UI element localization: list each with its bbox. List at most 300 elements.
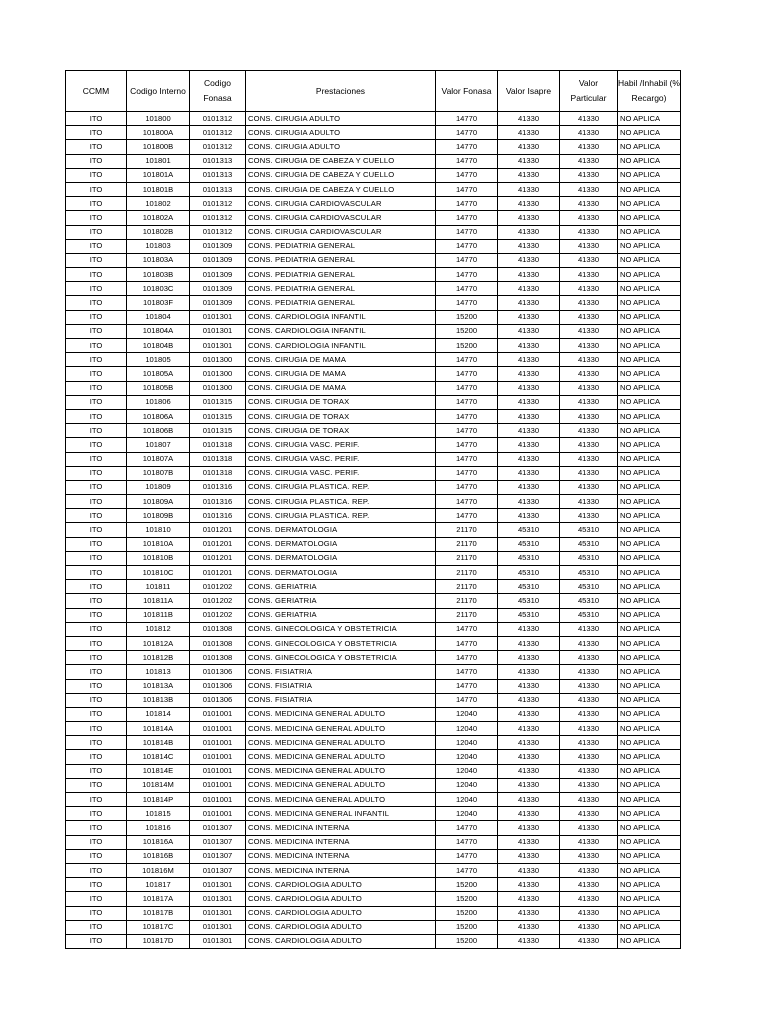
valor-particular-cell: 41330 xyxy=(560,878,618,892)
codigo-interno-cell: 101814A xyxy=(127,722,190,736)
codigo-fonasa-cell: 0101307 xyxy=(190,835,246,849)
codigo-interno-cell: 101817C xyxy=(127,920,190,934)
codigo-interno-cell: 101816A xyxy=(127,835,190,849)
valor-isapre-cell: 41330 xyxy=(498,750,560,764)
habil-inhabil-cell: NO APLICA xyxy=(618,296,681,310)
codigo-fonasa-cell: 0101201 xyxy=(190,551,246,565)
valor-particular-cell: 41330 xyxy=(560,679,618,693)
habil-inhabil-cell: NO APLICA xyxy=(618,112,681,126)
table-row xyxy=(66,495,681,509)
habil-inhabil-cell: NO APLICA xyxy=(618,253,681,267)
valor-fonasa-cell: 15200 xyxy=(436,878,498,892)
valor-particular-cell: 41330 xyxy=(560,324,618,338)
codigo-fonasa-cell: 0101316 xyxy=(190,480,246,494)
table-row xyxy=(66,679,681,693)
codigo-fonasa-cell: 0101312 xyxy=(190,225,246,239)
valor-isapre-cell: 41330 xyxy=(498,863,560,877)
prestacion-cell: CONS. CIRUGIA DE TORAX xyxy=(246,395,436,409)
habil-inhabil-cell: NO APLICA xyxy=(618,750,681,764)
valor-isapre-cell: 45310 xyxy=(498,566,560,580)
habil-inhabil-cell: NO APLICA xyxy=(618,339,681,353)
habil-inhabil-cell: NO APLICA xyxy=(618,452,681,466)
codigo-fonasa-cell: 0101001 xyxy=(190,807,246,821)
prestacion-cell: CONS. MEDICINA GENERAL ADULTO xyxy=(246,750,436,764)
ccmm-cell: ITO xyxy=(66,367,127,381)
codigo-fonasa-cell: 0101202 xyxy=(190,580,246,594)
codigo-fonasa-cell: 0101301 xyxy=(190,310,246,324)
valor-isapre-cell: 41330 xyxy=(498,636,560,650)
table-row xyxy=(66,409,681,423)
table-row xyxy=(66,878,681,892)
table-row xyxy=(66,268,681,282)
valor-isapre-cell: 41330 xyxy=(498,495,560,509)
valor-isapre-cell: 41330 xyxy=(498,424,560,438)
valor-isapre-cell: 41330 xyxy=(498,253,560,267)
habil-inhabil-cell: NO APLICA xyxy=(618,878,681,892)
table-row xyxy=(66,665,681,679)
valor-particular-cell: 41330 xyxy=(560,268,618,282)
valor-isapre-cell: 41330 xyxy=(498,707,560,721)
valor-particular-cell: 41330 xyxy=(560,835,618,849)
valor-particular-cell: 41330 xyxy=(560,367,618,381)
codigo-interno-cell: 101805B xyxy=(127,381,190,395)
header-codigo-fonasa: Codigo Fonasa xyxy=(190,71,246,112)
habil-inhabil-cell: NO APLICA xyxy=(618,353,681,367)
valor-fonasa-cell: 12040 xyxy=(436,707,498,721)
valor-isapre-cell: 41330 xyxy=(498,821,560,835)
prestacion-cell: CONS. FISIATRIA xyxy=(246,665,436,679)
codigo-interno-cell: 101813 xyxy=(127,665,190,679)
valor-particular-cell: 45310 xyxy=(560,608,618,622)
valor-fonasa-cell: 12040 xyxy=(436,736,498,750)
valor-fonasa-cell: 14770 xyxy=(436,296,498,310)
valor-particular-cell: 41330 xyxy=(560,409,618,423)
valor-fonasa-cell: 14770 xyxy=(436,495,498,509)
codigo-interno-cell: 101817 xyxy=(127,878,190,892)
habil-inhabil-cell: NO APLICA xyxy=(618,324,681,338)
valor-isapre-cell: 41330 xyxy=(498,268,560,282)
valor-fonasa-cell: 14770 xyxy=(436,622,498,636)
ccmm-cell: ITO xyxy=(66,409,127,423)
prestacion-cell: CONS. CIRUGIA VASC. PERIF. xyxy=(246,438,436,452)
valor-fonasa-cell: 14770 xyxy=(436,636,498,650)
prestacion-cell: CONS. MEDICINA GENERAL ADULTO xyxy=(246,764,436,778)
valor-isapre-cell: 41330 xyxy=(498,154,560,168)
valor-particular-cell: 41330 xyxy=(560,636,618,650)
valor-isapre-cell: 41330 xyxy=(498,282,560,296)
valor-particular-cell: 41330 xyxy=(560,750,618,764)
ccmm-cell: ITO xyxy=(66,466,127,480)
ccmm-cell: ITO xyxy=(66,566,127,580)
codigo-interno-cell: 101803A xyxy=(127,253,190,267)
valor-fonasa-cell: 14770 xyxy=(436,353,498,367)
table-row xyxy=(66,622,681,636)
codigo-interno-cell: 101814B xyxy=(127,736,190,750)
table-row xyxy=(66,608,681,622)
codigo-interno-cell: 101814 xyxy=(127,707,190,721)
table-row xyxy=(66,736,681,750)
habil-inhabil-cell: NO APLICA xyxy=(618,211,681,225)
codigo-interno-cell: 101815 xyxy=(127,807,190,821)
valor-particular-cell: 41330 xyxy=(560,339,618,353)
codigo-fonasa-cell: 0101301 xyxy=(190,324,246,338)
codigo-interno-cell: 101807A xyxy=(127,452,190,466)
habil-inhabil-cell: NO APLICA xyxy=(618,424,681,438)
table-row xyxy=(66,197,681,211)
table-row xyxy=(66,168,681,182)
table-row xyxy=(66,934,681,948)
prestacion-cell: CONS. CIRUGIA CARDIOVASCULAR xyxy=(246,211,436,225)
ccmm-cell: ITO xyxy=(66,424,127,438)
valor-particular-cell: 41330 xyxy=(560,182,618,196)
codigo-interno-cell: 101809B xyxy=(127,509,190,523)
codigo-interno-cell: 101801A xyxy=(127,168,190,182)
prestacion-cell: CONS. GERIATRIA xyxy=(246,608,436,622)
table-row xyxy=(66,154,681,168)
valor-particular-cell: 41330 xyxy=(560,466,618,480)
habil-inhabil-cell: NO APLICA xyxy=(618,537,681,551)
codigo-fonasa-cell: 0101001 xyxy=(190,793,246,807)
valor-fonasa-cell: 12040 xyxy=(436,778,498,792)
codigo-interno-cell: 101817B xyxy=(127,906,190,920)
valor-particular-cell: 45310 xyxy=(560,523,618,537)
codigo-interno-cell: 101802 xyxy=(127,197,190,211)
valor-fonasa-cell: 12040 xyxy=(436,807,498,821)
valor-fonasa-cell: 14770 xyxy=(436,268,498,282)
prestacion-cell: CONS. PEDIATRIA GENERAL xyxy=(246,239,436,253)
table-row xyxy=(66,239,681,253)
valor-isapre-cell: 45310 xyxy=(498,608,560,622)
prestacion-cell: CONS. DERMATOLOGIA xyxy=(246,566,436,580)
codigo-fonasa-cell: 0101315 xyxy=(190,395,246,409)
table-row xyxy=(66,466,681,480)
habil-inhabil-cell: NO APLICA xyxy=(618,693,681,707)
table-row xyxy=(66,282,681,296)
codigo-fonasa-cell: 0101300 xyxy=(190,367,246,381)
prestacion-cell: CONS. MEDICINA INTERNA xyxy=(246,863,436,877)
table-row xyxy=(66,112,681,126)
ccmm-cell: ITO xyxy=(66,821,127,835)
codigo-fonasa-cell: 0101307 xyxy=(190,821,246,835)
prestacion-cell: CONS. PEDIATRIA GENERAL xyxy=(246,282,436,296)
prestacion-cell: CONS. CIRUGIA DE CABEZA Y CUELLO xyxy=(246,182,436,196)
codigo-interno-cell: 101800 xyxy=(127,112,190,126)
habil-inhabil-cell: NO APLICA xyxy=(618,495,681,509)
valor-isapre-cell: 41330 xyxy=(498,239,560,253)
valor-fonasa-cell: 14770 xyxy=(436,849,498,863)
valor-isapre-cell: 41330 xyxy=(498,793,560,807)
codigo-interno-cell: 101812 xyxy=(127,622,190,636)
ccmm-cell: ITO xyxy=(66,750,127,764)
valor-particular-cell: 41330 xyxy=(560,154,618,168)
valor-isapre-cell: 41330 xyxy=(498,878,560,892)
valor-isapre-cell: 41330 xyxy=(498,310,560,324)
ccmm-cell: ITO xyxy=(66,722,127,736)
codigo-fonasa-cell: 0101301 xyxy=(190,892,246,906)
valor-fonasa-cell: 12040 xyxy=(436,793,498,807)
codigo-interno-cell: 101803B xyxy=(127,268,190,282)
ccmm-cell: ITO xyxy=(66,934,127,948)
habil-inhabil-cell: NO APLICA xyxy=(618,566,681,580)
codigo-interno-cell: 101803F xyxy=(127,296,190,310)
valor-particular-cell: 41330 xyxy=(560,778,618,792)
table-row xyxy=(66,807,681,821)
habil-inhabil-cell: NO APLICA xyxy=(618,381,681,395)
codigo-fonasa-cell: 0101306 xyxy=(190,665,246,679)
codigo-fonasa-cell: 0101001 xyxy=(190,707,246,721)
valor-fonasa-cell: 14770 xyxy=(436,197,498,211)
habil-inhabil-cell: NO APLICA xyxy=(618,821,681,835)
codigo-fonasa-cell: 0101301 xyxy=(190,339,246,353)
valor-fonasa-cell: 15200 xyxy=(436,324,498,338)
ccmm-cell: ITO xyxy=(66,239,127,253)
ccmm-cell: ITO xyxy=(66,381,127,395)
ccmm-cell: ITO xyxy=(66,339,127,353)
habil-inhabil-cell: NO APLICA xyxy=(618,551,681,565)
table-row xyxy=(66,920,681,934)
prestacion-cell: CONS. CARDIOLOGIA ADULTO xyxy=(246,892,436,906)
codigo-interno-cell: 101810B xyxy=(127,551,190,565)
prestacion-cell: CONS. CIRUGIA VASC. PERIF. xyxy=(246,452,436,466)
valor-fonasa-cell: 14770 xyxy=(436,424,498,438)
habil-inhabil-cell: NO APLICA xyxy=(618,849,681,863)
table-row xyxy=(66,835,681,849)
habil-inhabil-cell: NO APLICA xyxy=(618,807,681,821)
ccmm-cell: ITO xyxy=(66,225,127,239)
habil-inhabil-cell: NO APLICA xyxy=(618,310,681,324)
habil-inhabil-cell: NO APLICA xyxy=(618,892,681,906)
codigo-fonasa-cell: 0101318 xyxy=(190,438,246,452)
prestacion-cell: CONS. CIRUGIA DE CABEZA Y CUELLO xyxy=(246,168,436,182)
table-row xyxy=(66,594,681,608)
habil-inhabil-cell: NO APLICA xyxy=(618,736,681,750)
habil-inhabil-cell: NO APLICA xyxy=(618,268,681,282)
prestacion-cell: CONS. CARDIOLOGIA ADULTO xyxy=(246,920,436,934)
valor-fonasa-cell: 14770 xyxy=(436,282,498,296)
codigo-fonasa-cell: 0101315 xyxy=(190,409,246,423)
prestacion-cell: CONS. CIRUGIA ADULTO xyxy=(246,112,436,126)
codigo-fonasa-cell: 0101301 xyxy=(190,906,246,920)
ccmm-cell: ITO xyxy=(66,523,127,537)
valor-fonasa-cell: 14770 xyxy=(436,863,498,877)
valor-isapre-cell: 41330 xyxy=(498,225,560,239)
valor-fonasa-cell: 14770 xyxy=(436,821,498,835)
valor-fonasa-cell: 14770 xyxy=(436,112,498,126)
valor-particular-cell: 41330 xyxy=(560,863,618,877)
valor-isapre-cell: 41330 xyxy=(498,693,560,707)
table-row xyxy=(66,225,681,239)
ccmm-cell: ITO xyxy=(66,551,127,565)
habil-inhabil-cell: NO APLICA xyxy=(618,523,681,537)
codigo-interno-cell: 101809A xyxy=(127,495,190,509)
codigo-fonasa-cell: 0101201 xyxy=(190,523,246,537)
valor-particular-cell: 45310 xyxy=(560,537,618,551)
valor-isapre-cell: 41330 xyxy=(498,182,560,196)
ccmm-cell: ITO xyxy=(66,863,127,877)
prestacion-cell: CONS. MEDICINA INTERNA xyxy=(246,849,436,863)
codigo-fonasa-cell: 0101313 xyxy=(190,154,246,168)
valor-isapre-cell: 41330 xyxy=(498,452,560,466)
codigo-fonasa-cell: 0101312 xyxy=(190,197,246,211)
codigo-interno-cell: 101814P xyxy=(127,793,190,807)
valor-isapre-cell: 41330 xyxy=(498,211,560,225)
codigo-fonasa-cell: 0101312 xyxy=(190,126,246,140)
prestacion-cell: CONS. MEDICINA INTERNA xyxy=(246,821,436,835)
table-row xyxy=(66,892,681,906)
habil-inhabil-cell: NO APLICA xyxy=(618,679,681,693)
valor-particular-cell: 41330 xyxy=(560,211,618,225)
valor-fonasa-cell: 21170 xyxy=(436,537,498,551)
codigo-interno-cell: 101806 xyxy=(127,395,190,409)
habil-inhabil-cell: NO APLICA xyxy=(618,168,681,182)
habil-inhabil-cell: NO APLICA xyxy=(618,651,681,665)
codigo-interno-cell: 101813A xyxy=(127,679,190,693)
table-row xyxy=(66,452,681,466)
valor-particular-cell: 41330 xyxy=(560,764,618,778)
codigo-fonasa-cell: 0101001 xyxy=(190,750,246,764)
codigo-interno-cell: 101806A xyxy=(127,409,190,423)
prestacion-cell: CONS. CARDIOLOGIA INFANTIL xyxy=(246,310,436,324)
valor-fonasa-cell: 12040 xyxy=(436,750,498,764)
codigo-fonasa-cell: 0101315 xyxy=(190,424,246,438)
codigo-fonasa-cell: 0101308 xyxy=(190,636,246,650)
prestacion-cell: CONS. CARDIOLOGIA INFANTIL xyxy=(246,324,436,338)
valor-fonasa-cell: 14770 xyxy=(436,693,498,707)
valor-particular-cell: 41330 xyxy=(560,452,618,466)
habil-inhabil-cell: NO APLICA xyxy=(618,509,681,523)
header-ccmm: CCMM xyxy=(66,71,127,112)
valor-particular-cell: 41330 xyxy=(560,282,618,296)
prestacion-cell: CONS. CIRUGIA DE TORAX xyxy=(246,424,436,438)
valor-particular-cell: 41330 xyxy=(560,140,618,154)
price-table xyxy=(65,70,681,949)
habil-inhabil-cell: NO APLICA xyxy=(618,920,681,934)
habil-inhabil-cell: NO APLICA xyxy=(618,225,681,239)
ccmm-cell: ITO xyxy=(66,182,127,196)
ccmm-cell: ITO xyxy=(66,154,127,168)
prestacion-cell: CONS. CIRUGIA DE CABEZA Y CUELLO xyxy=(246,154,436,168)
codigo-fonasa-cell: 0101313 xyxy=(190,168,246,182)
valor-isapre-cell: 41330 xyxy=(498,906,560,920)
prestacion-cell: CONS. CIRUGIA CARDIOVASCULAR xyxy=(246,225,436,239)
habil-inhabil-cell: NO APLICA xyxy=(618,636,681,650)
table-row xyxy=(66,480,681,494)
valor-particular-cell: 41330 xyxy=(560,736,618,750)
prestacion-cell: CONS. PEDIATRIA GENERAL xyxy=(246,268,436,282)
habil-inhabil-cell: NO APLICA xyxy=(618,778,681,792)
habil-inhabil-cell: NO APLICA xyxy=(618,480,681,494)
valor-isapre-cell: 45310 xyxy=(498,594,560,608)
habil-inhabil-cell: NO APLICA xyxy=(618,580,681,594)
table-row xyxy=(66,381,681,395)
codigo-fonasa-cell: 0101201 xyxy=(190,537,246,551)
valor-isapre-cell: 41330 xyxy=(498,679,560,693)
valor-particular-cell: 41330 xyxy=(560,168,618,182)
habil-inhabil-cell: NO APLICA xyxy=(618,395,681,409)
table-row xyxy=(66,566,681,580)
table-row xyxy=(66,849,681,863)
habil-inhabil-cell: NO APLICA xyxy=(618,197,681,211)
header-prestaciones: Prestaciones xyxy=(246,71,436,112)
ccmm-cell: ITO xyxy=(66,126,127,140)
codigo-fonasa-cell: 0101201 xyxy=(190,566,246,580)
codigo-interno-cell: 101811A xyxy=(127,594,190,608)
valor-isapre-cell: 41330 xyxy=(498,126,560,140)
codigo-fonasa-cell: 0101316 xyxy=(190,509,246,523)
valor-isapre-cell: 45310 xyxy=(498,551,560,565)
valor-particular-cell: 41330 xyxy=(560,693,618,707)
ccmm-cell: ITO xyxy=(66,778,127,792)
valor-particular-cell: 41330 xyxy=(560,353,618,367)
codigo-interno-cell: 101804A xyxy=(127,324,190,338)
table-row xyxy=(66,707,681,721)
codigo-fonasa-cell: 0101307 xyxy=(190,849,246,863)
valor-isapre-cell: 41330 xyxy=(498,438,560,452)
codigo-interno-cell: 101816M xyxy=(127,863,190,877)
prestacion-cell: CONS. MEDICINA GENERAL ADULTO xyxy=(246,707,436,721)
table-row xyxy=(66,253,681,267)
table-row xyxy=(66,353,681,367)
codigo-interno-cell: 101801B xyxy=(127,182,190,196)
valor-fonasa-cell: 12040 xyxy=(436,764,498,778)
valor-fonasa-cell: 14770 xyxy=(436,438,498,452)
valor-isapre-cell: 45310 xyxy=(498,523,560,537)
table-row xyxy=(66,764,681,778)
valor-particular-cell: 45310 xyxy=(560,566,618,580)
table-row xyxy=(66,211,681,225)
ccmm-cell: ITO xyxy=(66,253,127,267)
habil-inhabil-cell: NO APLICA xyxy=(618,239,681,253)
ccmm-cell: ITO xyxy=(66,395,127,409)
valor-isapre-cell: 41330 xyxy=(498,807,560,821)
codigo-fonasa-cell: 0101202 xyxy=(190,594,246,608)
valor-fonasa-cell: 21170 xyxy=(436,594,498,608)
valor-isapre-cell: 41330 xyxy=(498,934,560,948)
prestacion-cell: CONS. CIRUGIA VASC. PERIF. xyxy=(246,466,436,480)
ccmm-cell: ITO xyxy=(66,580,127,594)
ccmm-cell: ITO xyxy=(66,693,127,707)
ccmm-cell: ITO xyxy=(66,438,127,452)
prestacion-cell: CONS. GINECOLOGICA Y OBSTETRICIA xyxy=(246,651,436,665)
table-row xyxy=(66,793,681,807)
ccmm-cell: ITO xyxy=(66,211,127,225)
valor-particular-cell: 41330 xyxy=(560,225,618,239)
codigo-fonasa-cell: 0101301 xyxy=(190,878,246,892)
valor-fonasa-cell: 14770 xyxy=(436,168,498,182)
valor-particular-cell: 45310 xyxy=(560,594,618,608)
valor-isapre-cell: 41330 xyxy=(498,722,560,736)
ccmm-cell: ITO xyxy=(66,679,127,693)
ccmm-cell: ITO xyxy=(66,764,127,778)
codigo-fonasa-cell: 0101313 xyxy=(190,182,246,196)
ccmm-cell: ITO xyxy=(66,608,127,622)
habil-inhabil-cell: NO APLICA xyxy=(618,835,681,849)
codigo-interno-cell: 101817A xyxy=(127,892,190,906)
header-row xyxy=(66,71,681,112)
prestacion-cell: CONS. DERMATOLOGIA xyxy=(246,551,436,565)
codigo-interno-cell: 101812A xyxy=(127,636,190,650)
valor-isapre-cell: 41330 xyxy=(498,736,560,750)
table-row xyxy=(66,310,681,324)
codigo-interno-cell: 101800B xyxy=(127,140,190,154)
ccmm-cell: ITO xyxy=(66,594,127,608)
ccmm-cell: ITO xyxy=(66,324,127,338)
ccmm-cell: ITO xyxy=(66,793,127,807)
codigo-interno-cell: 101810A xyxy=(127,537,190,551)
habil-inhabil-cell: NO APLICA xyxy=(618,466,681,480)
table-row xyxy=(66,722,681,736)
ccmm-cell: ITO xyxy=(66,878,127,892)
